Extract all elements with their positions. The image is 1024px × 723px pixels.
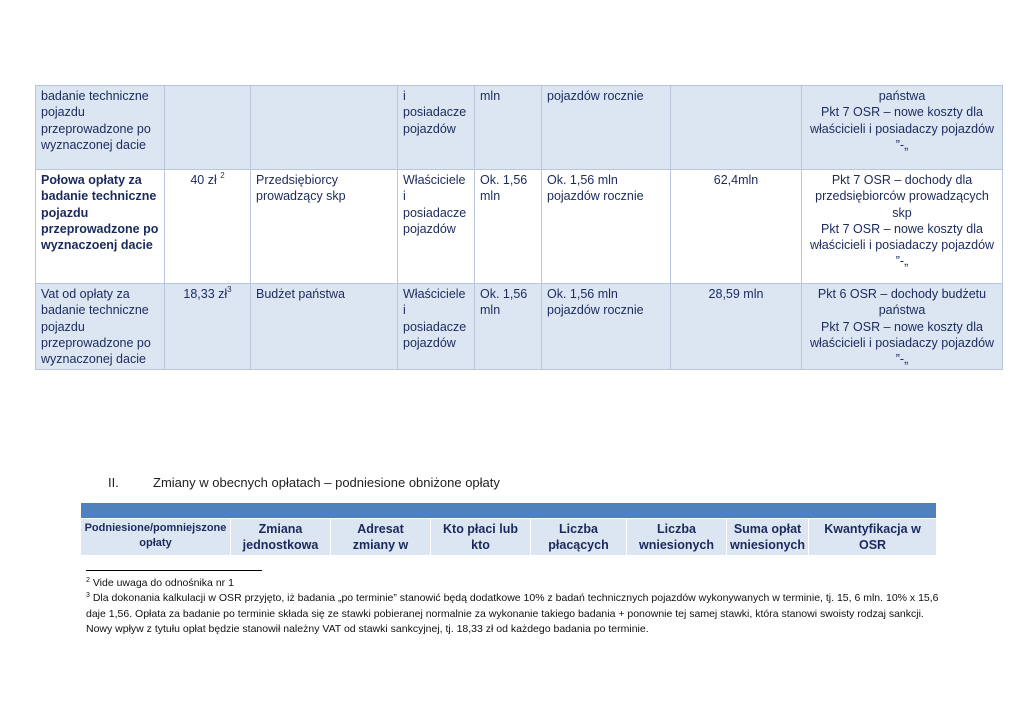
table-header-row [81,519,937,556]
header-cell: Podniesione/pomniejszone opłaty [81,519,231,556]
osr-cell: Pkt 7 OSR – dochody dla przedsiębiorców prowadzących skp Pkt 7 OSR – nowe koszty dla właścicieli i posiadaczy pojazdów ”-„ [802,170,1003,284]
footnote-ref: 2 [220,171,225,180]
fee-name-cell: Połowa opłaty za badanie techniczne pojazdu przeprowadzone po wyznaczoenj dacie [36,170,165,284]
header-cell: Zmiana jednostkowa [231,519,331,556]
table-row [36,284,1003,370]
payer-cell: Właściciele i posiadacze pojazdów [398,170,475,284]
fee-name-cell: Vat od opłaty za badanie techniczne pojazdu przeprowadzone po wyznaczonej dacie [36,284,165,370]
header-cell: Liczba wniesionych [627,519,727,556]
osr-cell: Pkt 6 OSR – dochody budżetu państwa Pkt 7 OSR – nowe koszty dla właścicieli i posiadaczy pojazdów ”-„ [802,284,1003,370]
amount-cell [165,86,251,170]
payer-cell: Właściciele i posiadacze pojazdów [398,284,475,370]
header-cell: Adresat zmiany w [331,519,431,556]
footnote-divider [86,570,262,571]
volume-cell: Ok. 1,56 mln pojazdów rocznie [542,284,671,370]
count-cell: mln [475,86,542,170]
total-cell: 62,4mln [671,170,802,284]
beneficiary-cell [251,86,398,170]
changes-table [80,502,937,556]
table-row [36,86,1003,170]
footnotes [86,576,946,637]
payer-cell: i posiadacze pojazdów [398,86,475,170]
header-cell: Liczba płacących [531,519,627,556]
total-cell: 28,59 mln [671,284,802,370]
osr-cell: państwa Pkt 7 OSR – nowe koszty dla właścicieli i posiadaczy pojazdów ”-„ [802,86,1003,170]
amount-cell: 40 zł $^2$ [165,170,251,284]
header-cell: Suma opłat wniesionych [727,519,809,556]
section-title: Zmiany w obecnych opłatach – podniesione obniżone opłaty [153,475,500,490]
volume-cell: Ok. 1,56 mln pojazdów rocznie [542,170,671,284]
footnote: $^3$ Dla dokonania kalkulacji w OSR przyjęto, iż badania „po terminie” stanowić będą dodatkowe 10% z badań technicznych pojazdów wykonywanych w terminie, tj. 15, 6 mln. 10% x 15,6 daje 1,56. Opłata za badanie po terminie składa się ze stawki pobieranej normalnie za wykonanie takiego badania + ponownie tej samej stawki, która stanowi swoisty rodzaj sankcji. Nowy wpływ z tytułu opłat będzie stanowił należny VAT od stawki sankcyjnej, tj. 18,33 zł od każdego badania po terminie. [86,592,939,635]
fees-table [35,85,1003,370]
amount-cell: 18,33 $zł^3$ [165,284,251,370]
header-cell: Kto płaci lub kto [431,519,531,556]
table-row [36,170,1003,284]
header-cell: Kwantyfikacja w OSR [809,519,937,556]
volume-cell: pojazdów rocznie [542,86,671,170]
section-number: II. [108,475,119,490]
section-heading [108,475,500,490]
count-cell: Ok. 1,56 mln [475,284,542,370]
table-header-bar [81,503,937,519]
fee-name-cell: badanie techniczne pojazdu przeprowadzone po wyznaczonej dacie [36,86,165,170]
count-cell: Ok. 1,56 mln [475,170,542,284]
total-cell [671,86,802,170]
footnote-ref: 3 [227,285,232,294]
footnote: $^2$ Vide uwaga do odnośnika nr 1 [86,577,234,589]
beneficiary-cell: Przedsiębiorcy prowadzący skp [251,170,398,284]
beneficiary-cell: Budżet państwa [251,284,398,370]
